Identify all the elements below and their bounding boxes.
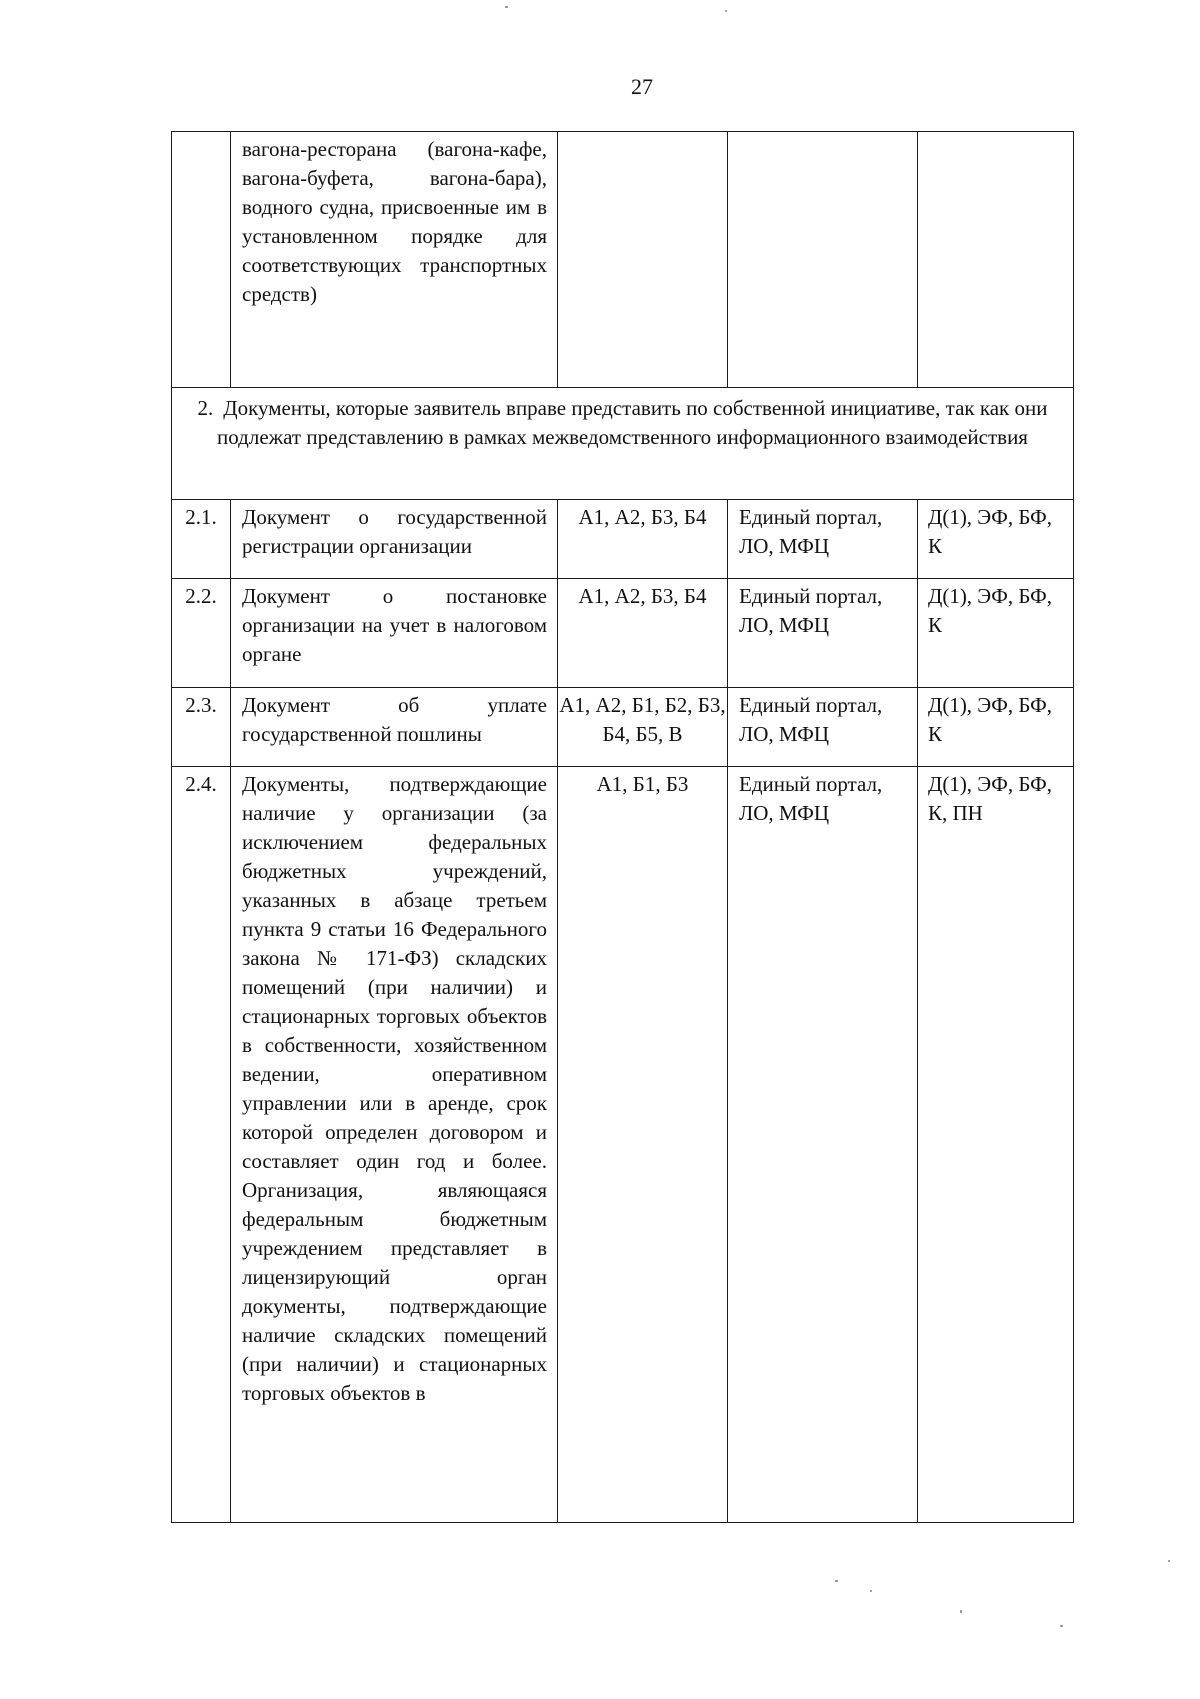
section-number: 2. bbox=[197, 396, 214, 420]
document-name-cell: вагона-ресторана (вагона-кафе, вагона-буфета, вагона-бара), водного судна, присвоенные им в установленном порядке для соответствующих транспортных средств) bbox=[231, 132, 558, 388]
table-row bbox=[172, 688, 1074, 767]
row-number: 2.4. bbox=[172, 767, 231, 1523]
section-header bbox=[172, 388, 1074, 500]
scan-speck bbox=[1060, 1625, 1063, 1627]
document-name: Документ о постановке организации на учет в налоговом органе bbox=[231, 579, 558, 688]
document-name: Документ о государственной регистрации организации bbox=[231, 500, 558, 579]
submission-channels: Единый портал, ЛО, МФЦ bbox=[728, 767, 918, 1523]
categories-cell bbox=[558, 132, 728, 388]
scan-speck bbox=[835, 1580, 838, 1582]
forms-cell bbox=[918, 132, 1074, 388]
section-header-row bbox=[172, 388, 1074, 500]
section-title: Документы, которые заявитель вправе представить по собственной инициативе, так как они подлежат представлению в рамках межведомственного информационного взаимодействия bbox=[217, 396, 1048, 449]
row-number: 2.3. bbox=[172, 688, 231, 767]
table-row bbox=[172, 500, 1074, 579]
table-row bbox=[172, 579, 1074, 688]
submission-channels: Единый портал, ЛО, МФЦ bbox=[728, 688, 918, 767]
scan-speck bbox=[725, 10, 727, 12]
submission-channels: Единый портал, ЛО, МФЦ bbox=[728, 500, 918, 579]
document-name: Документ об уплате государственной пошлины bbox=[231, 688, 558, 767]
scan-speck bbox=[505, 6, 508, 8]
scan-speck bbox=[870, 1590, 872, 1592]
document-forms: Д(1), ЭФ, БФ, К bbox=[918, 579, 1074, 688]
channels-cell bbox=[728, 132, 918, 388]
applicant-categories: А1, Б1, Б3 bbox=[558, 767, 728, 1523]
scan-speck bbox=[960, 1610, 962, 1613]
applicant-categories: А1, А2, Б1, Б2, Б3, Б4, Б5, В bbox=[558, 688, 728, 767]
applicant-categories: А1, А2, Б3, Б4 bbox=[558, 500, 728, 579]
table-row bbox=[172, 767, 1074, 1523]
document-forms: Д(1), ЭФ, БФ, К, ПН bbox=[918, 767, 1074, 1523]
page-number: 27 bbox=[631, 74, 653, 99]
scan-speck bbox=[1168, 1560, 1170, 1562]
documents-table bbox=[171, 131, 1074, 1523]
submission-channels: Единый портал, ЛО, МФЦ bbox=[728, 579, 918, 688]
row-number: 2.1. bbox=[172, 500, 231, 579]
row-number: 2.2. bbox=[172, 579, 231, 688]
row-number-cell bbox=[172, 132, 231, 388]
applicant-categories: А1, А2, Б3, Б4 bbox=[558, 579, 728, 688]
table-row-continuation bbox=[172, 132, 1074, 388]
document-forms: Д(1), ЭФ, БФ, К bbox=[918, 500, 1074, 579]
document-name: Документы, подтверждающие наличие у организации (за исключением федеральных бюджетных учреждений, указанных в абзаце третьем пункта 9 статьи 16 Федерального закона № 171-ФЗ) складских помещений (при наличии) и стационарных торговых объектов в собственности, хозяйственном ведении, оперативном управлении или в аренде, срок которой определен договором и составляет один год и более. Организация, являющаяся федеральным бюджетным учреждением представляет в лицензирующий орган документы, подтверждающие наличие складских помещений (при наличии) и стационарных торговых объектов в bbox=[231, 767, 558, 1523]
document-forms: Д(1), ЭФ, БФ, К bbox=[918, 688, 1074, 767]
